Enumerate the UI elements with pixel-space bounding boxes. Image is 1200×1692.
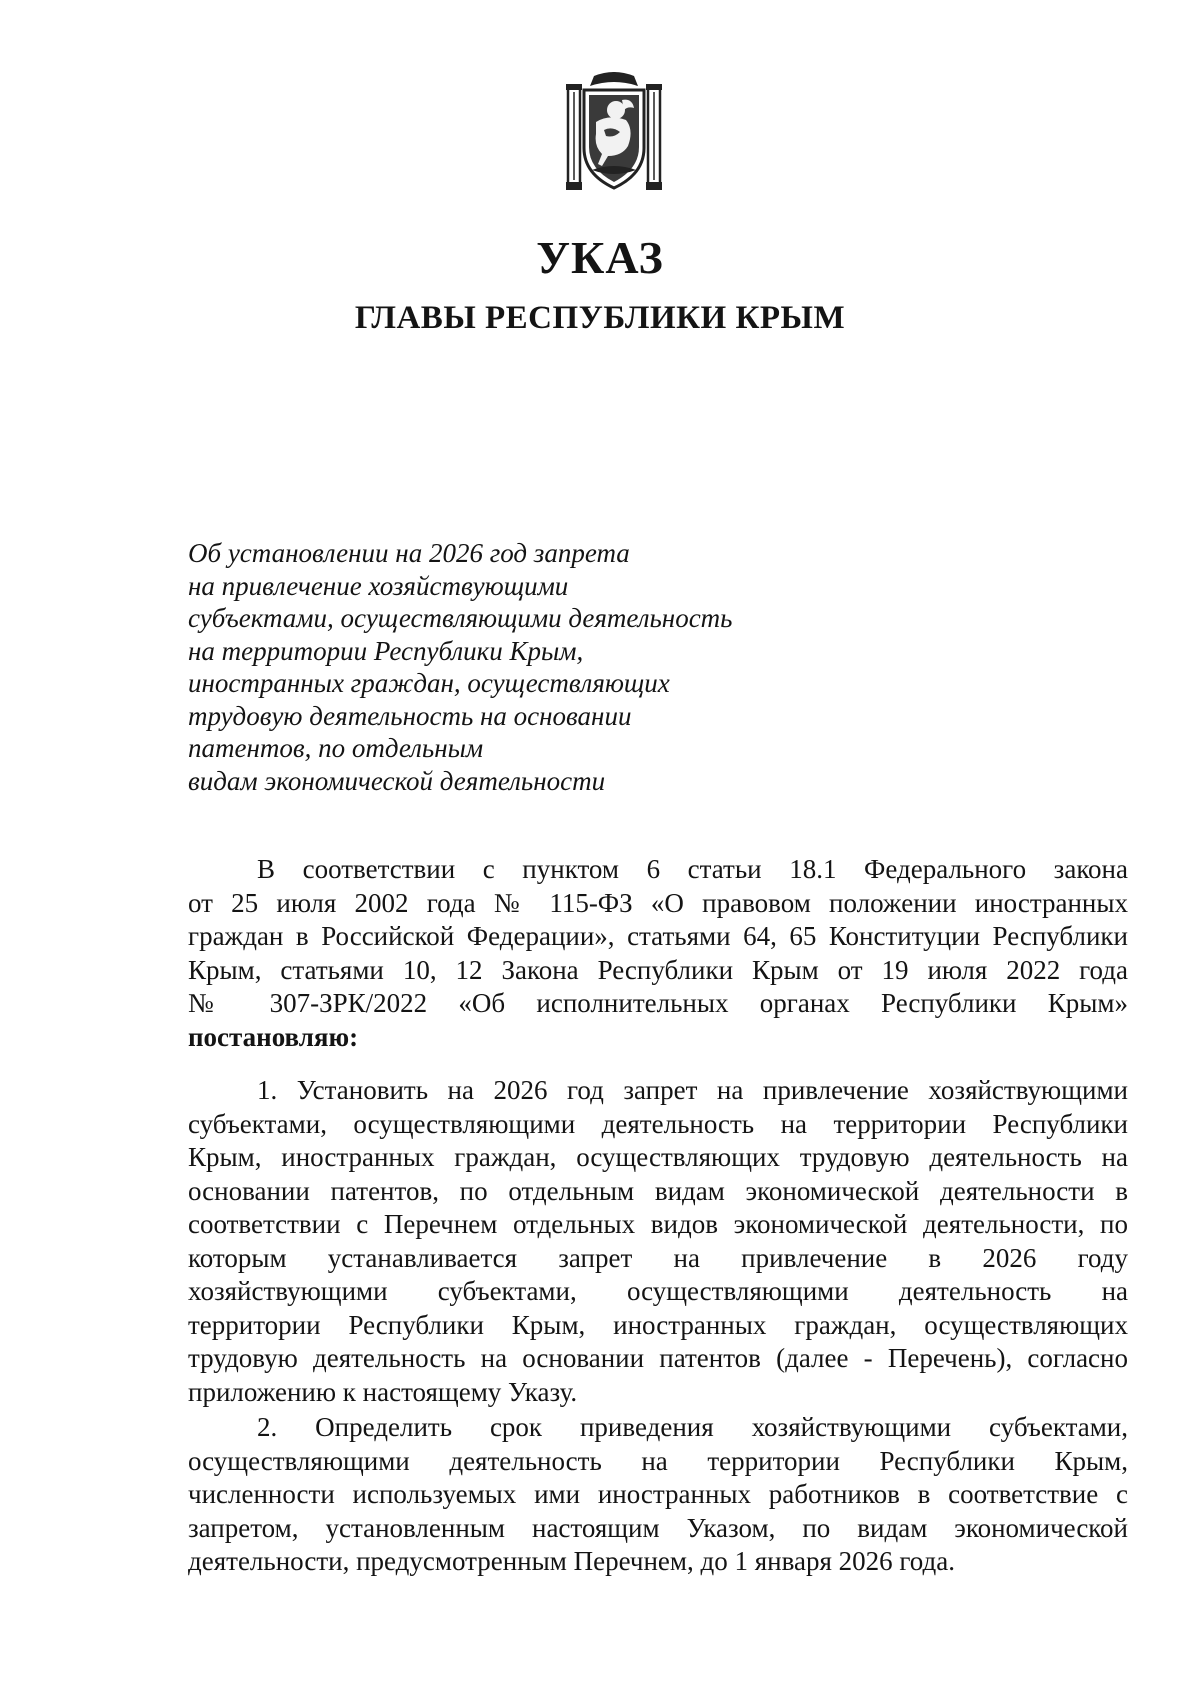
body-line: Крым, статьями 10, 12 Закона Республики Крым от 19 июля 2022 года (188, 954, 1128, 985)
body-line: № 307-ЗРК/2022 «Об исполнительных органах Республики Крым» (188, 988, 1128, 1018)
heading-line: видам экономической деятельности (188, 765, 606, 796)
heading-line: субъектами, осуществляющими деятельность (188, 603, 733, 633)
heading-line: иностранных граждан, осуществляющих (188, 668, 670, 698)
decree-body (188, 853, 1128, 1579)
body-line: 1. Установить на 2026 год запрет на привлечение хозяйствующими (257, 1075, 1128, 1105)
coat-of-arms-emblem-icon (564, 70, 664, 194)
heading-line: трудовую деятельность на основании (188, 700, 632, 731)
heading-line: на привлечение хозяйствующими (188, 570, 569, 601)
body-line: деятельности, предусмотренным Перечнем, до 1 января 2026 года. (188, 1546, 955, 1576)
heading-line: Об установлении на 2026 год запрета (188, 538, 630, 568)
body-line: Крым, иностранных граждан, осуществляющих трудовую деятельность на (188, 1142, 1128, 1172)
decree-heading (188, 537, 808, 797)
preamble-paragraph (188, 853, 1128, 1054)
body-line: территории Республики Крым, иностранных граждан, осуществляющих (188, 1309, 1128, 1340)
body-line: субъектами, осуществляющими деятельность на территории Республики (188, 1108, 1128, 1139)
body-line: В соответствии с пунктом 6 статьи 18.1 Федерального закона (257, 854, 1128, 884)
body-line: хозяйствующими субъектами, осуществляющими деятельность на (188, 1276, 1128, 1306)
document-title: УКАЗ (536, 232, 664, 283)
body-line: численности используемых ими иностранных работников в соответствие с (188, 1479, 1128, 1509)
body-line: от 25 июля 2002 года № 115-ФЗ «О правовом положении иностранных (188, 887, 1128, 918)
decree-word: постановляю: (188, 1021, 359, 1052)
document-subtitle: ГЛАВЫ РЕСПУБЛИКИ КРЫМ (354, 300, 846, 336)
item-2-paragraph (188, 1411, 1128, 1579)
body-line: граждан в Российской Федерации», статьями 64, 65 Конституции Республики (188, 921, 1128, 951)
body-line: 2. Определить срок приведения хозяйствующими субъектами, (257, 1412, 1128, 1442)
body-line: осуществляющими деятельность на территории Республики Крым, (188, 1445, 1128, 1476)
body-line: соответствии с Перечнем отдельных видов экономической деятельности, по (188, 1209, 1128, 1239)
body-line: трудовую деятельность на основании патентов (далее - Перечень), согласно (188, 1343, 1128, 1373)
body-line: приложению к настоящему Указу. (188, 1376, 578, 1407)
body-line: основании патентов, по отдельным видам экономической деятельности в (188, 1175, 1128, 1206)
paragraph-spacer (188, 1054, 1128, 1074)
heading-line: патентов, по отдельным (188, 733, 484, 763)
heading-line: на территории Республики Крым, (188, 635, 584, 666)
body-line: которым устанавливается запрет на привлечение в 2026 году (188, 1242, 1128, 1273)
body-line: запретом, установленным настоящим Указом, по видам экономической (188, 1512, 1128, 1543)
item-1-paragraph (188, 1074, 1128, 1409)
